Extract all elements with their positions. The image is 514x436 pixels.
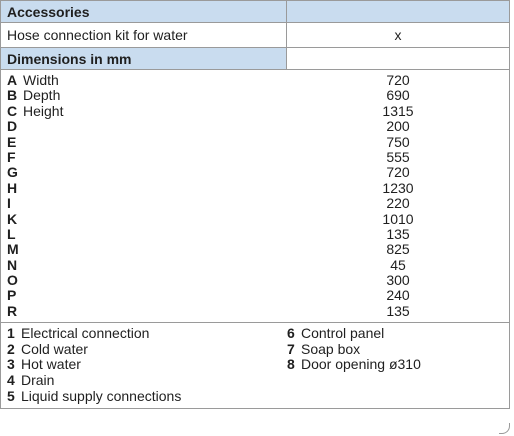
- legend-item: [287, 326, 509, 342]
- legend-number: 2: [7, 340, 15, 357]
- dimension-row: [7, 135, 287, 150]
- dimension-row: [7, 88, 287, 103]
- dimension-value: 555: [386, 148, 410, 165]
- dimension-label: Height: [23, 102, 64, 119]
- legend-label: Cold water: [21, 340, 88, 357]
- dimension-value: 135: [386, 302, 410, 319]
- dimension-row: [7, 227, 287, 242]
- dimension-value: 240: [386, 287, 410, 304]
- dimension-letter: G: [7, 164, 18, 181]
- dimension-row: [7, 181, 287, 196]
- dimension-letter: M: [7, 241, 19, 258]
- dimensions-header-blank: [287, 48, 509, 69]
- legend-right-column: [287, 326, 509, 404]
- accessory-value: x: [394, 27, 402, 43]
- dimension-letter: R: [7, 302, 18, 319]
- dimension-value: 300: [386, 272, 410, 289]
- dimension-letter: O: [7, 272, 18, 289]
- accessories-header-row: [1, 0, 509, 22]
- accessory-item: Hose connection kit for water: [1, 23, 287, 47]
- legend-item: [7, 357, 287, 373]
- dimension-row: [7, 150, 287, 165]
- legend-label: Electrical connection: [21, 325, 150, 342]
- legend-label: Control panel: [301, 325, 385, 342]
- dimension-value: 1315: [382, 102, 414, 119]
- dimension-letter: K: [7, 210, 18, 227]
- legend-left-column: [1, 326, 287, 404]
- dimension-letter: P: [7, 287, 17, 304]
- dimension-value: 220: [386, 195, 410, 212]
- legend-label: Soap box: [301, 340, 361, 357]
- dimension-letter: C: [7, 102, 18, 119]
- dimension-letter: H: [7, 179, 18, 196]
- legend-number: 8: [287, 356, 295, 373]
- dimension-letter: B: [7, 87, 18, 104]
- legend-number: 5: [7, 387, 15, 404]
- dimension-value: 1010: [382, 210, 414, 227]
- dimension-label: Depth: [23, 87, 61, 104]
- accessories-header-blank: [287, 1, 509, 22]
- accessories-header: Accessories: [1, 1, 287, 22]
- dimension-value: 720: [386, 164, 410, 181]
- dimensions-list: [1, 69, 509, 322]
- dimensions-header: Dimensions in mm: [1, 48, 287, 69]
- dimension-letter: D: [7, 118, 18, 135]
- dimension-label: Width: [23, 72, 59, 88]
- legend-item: [287, 342, 509, 358]
- dimension-row: [7, 304, 287, 319]
- dimension-row: [7, 165, 287, 180]
- dimension-row: [7, 104, 287, 119]
- dimension-row: [7, 196, 287, 211]
- dimension-value: 45: [390, 256, 406, 273]
- legend-item: [7, 326, 287, 342]
- dimension-row: [7, 288, 287, 303]
- dimension-letter: E: [7, 133, 17, 150]
- dimension-row: [7, 73, 287, 88]
- dimension-value: 135: [386, 225, 410, 242]
- legend-item: [7, 342, 287, 358]
- legend-label: Liquid supply connections: [21, 387, 182, 404]
- dimension-value: 1230: [382, 179, 414, 196]
- legend-number: 7: [287, 340, 295, 357]
- legend-number: 3: [7, 356, 15, 373]
- dimension-letter: I: [7, 195, 11, 212]
- connections-legend: [1, 322, 509, 408]
- dimension-row: [7, 242, 287, 257]
- legend-label: Door opening ø310: [301, 356, 421, 373]
- legend-item: [287, 357, 509, 373]
- dimension-value: 690: [386, 87, 410, 104]
- legend-number: 1: [7, 325, 15, 342]
- dimension-row: [7, 258, 287, 273]
- dimension-value: 825: [386, 241, 410, 258]
- legend-item: [7, 389, 287, 405]
- page-corner-decoration: [499, 423, 510, 434]
- accessories-row: [1, 22, 509, 47]
- dimension-values: [287, 73, 509, 319]
- dimension-letter: N: [7, 256, 18, 273]
- dimension-letter: A: [7, 72, 18, 88]
- dimension-value: 720: [386, 72, 410, 88]
- dimension-row: [7, 273, 287, 288]
- dimension-row: [7, 212, 287, 227]
- dimension-row: [7, 119, 287, 134]
- legend-label: Hot water: [21, 356, 81, 373]
- legend-item: [7, 373, 287, 389]
- legend-number: 6: [287, 325, 295, 342]
- dimension-letter: L: [7, 225, 16, 242]
- legend-label: Drain: [21, 372, 55, 389]
- legend-number: 4: [7, 372, 15, 389]
- dimension-value: 200: [386, 118, 410, 135]
- dimension-letter: F: [7, 148, 16, 165]
- dimension-labels: [1, 73, 287, 319]
- dimension-value: 750: [386, 133, 410, 150]
- dimensions-header-row: [1, 47, 509, 69]
